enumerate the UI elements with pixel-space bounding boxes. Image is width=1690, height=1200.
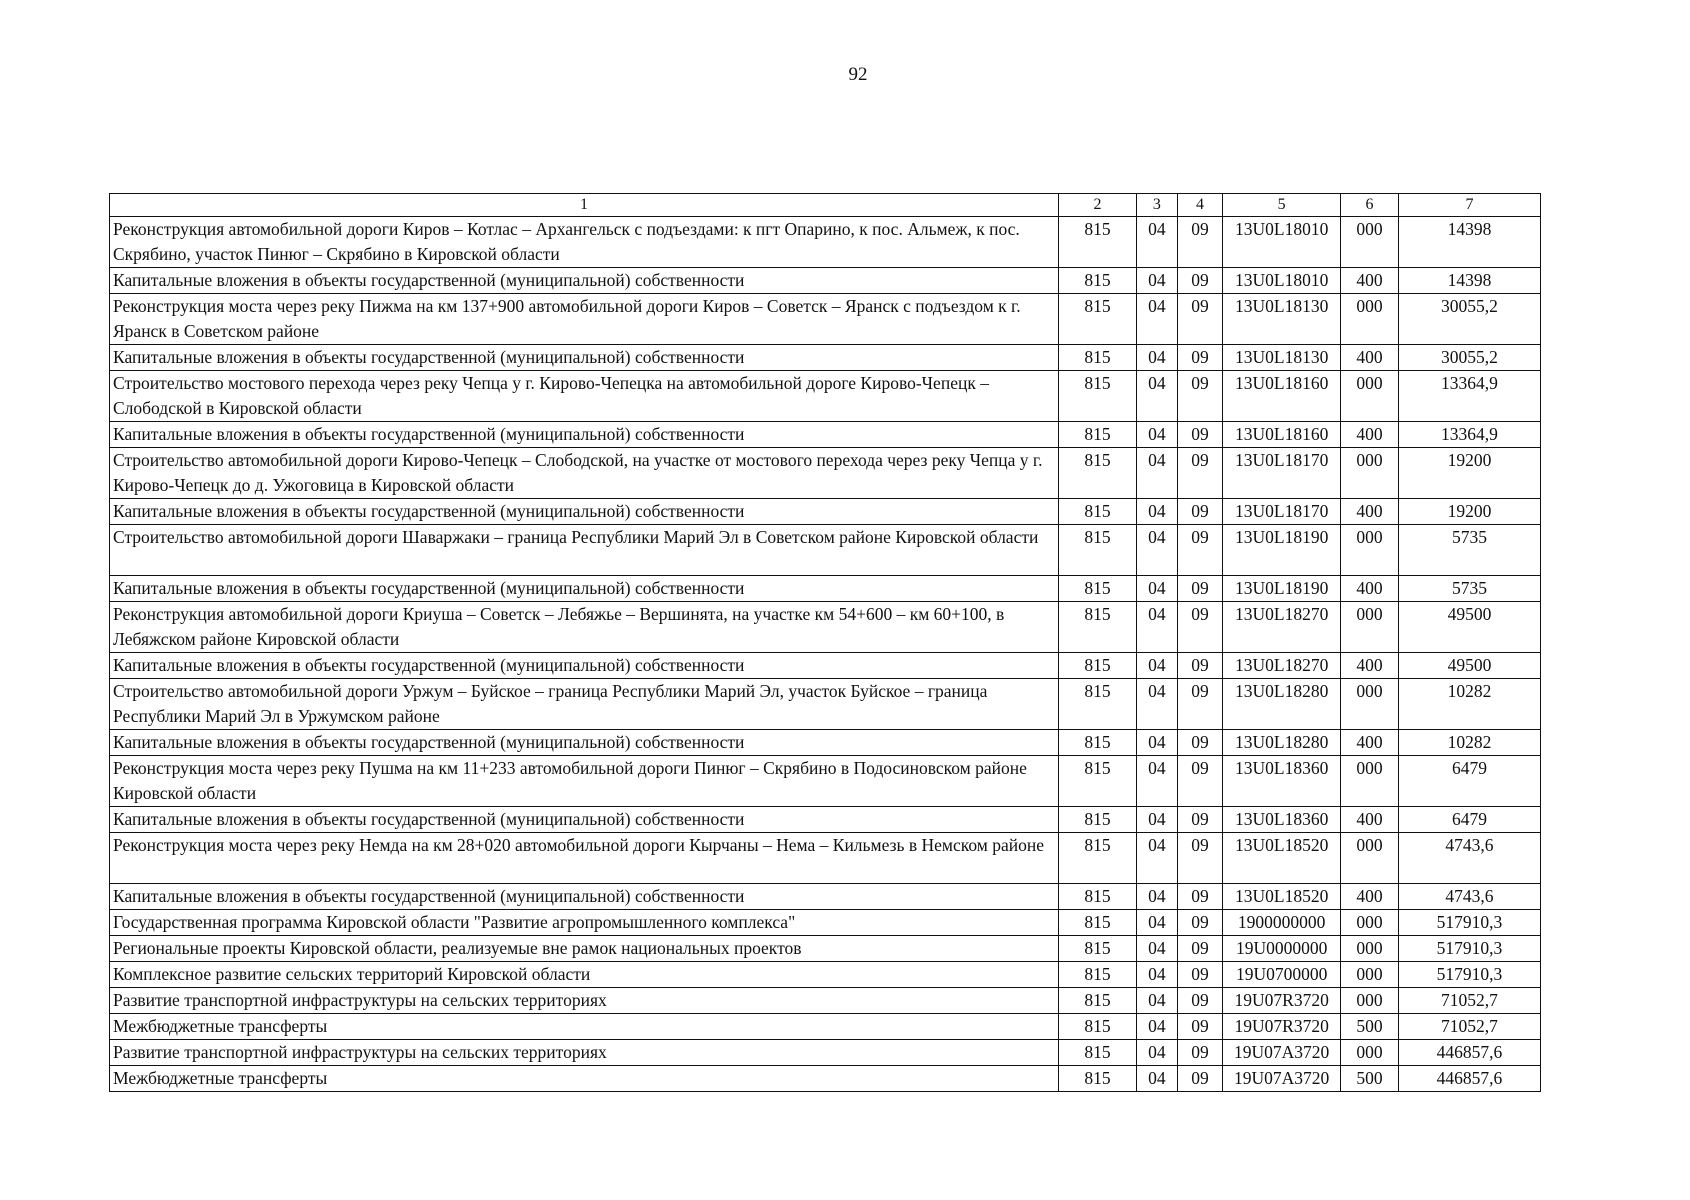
subsection-code-cell: 09 (1177, 884, 1223, 910)
ministry-code-cell: 815 (1058, 1014, 1136, 1040)
row-name-cell: Строительство мостового перехода через реку Чепца у г. Кирово-Чепецка на автомобильной дороге Кирово-Чепецк – Слободской в Кировской области (110, 371, 1059, 422)
row-name-cell: Капитальные вложения в объекты государственной (муниципальной) собственности (110, 268, 1059, 294)
table-header-row (110, 194, 1541, 217)
target-article-cell: 13U0L18170 (1223, 448, 1341, 499)
section-code-cell: 04 (1137, 345, 1178, 371)
ministry-code-cell: 815 (1058, 833, 1136, 884)
amount-cell: 13364,9 (1398, 422, 1540, 448)
row-name-cell: Реконструкция моста через реку Немда на км 28+020 автомобильной дороги Кырчаны – Нема – Кильмезь в Немском районе (110, 833, 1059, 884)
ministry-code-cell: 815 (1058, 807, 1136, 833)
section-code-cell: 04 (1137, 1066, 1178, 1092)
ministry-code-cell: 815 (1058, 936, 1136, 962)
target-article-cell: 19U0700000 (1223, 962, 1341, 988)
table-row (110, 884, 1541, 910)
amount-cell: 10282 (1398, 730, 1540, 756)
expense-type-cell: 400 (1341, 345, 1399, 371)
section-code-cell: 04 (1137, 268, 1178, 294)
row-name-cell: Капитальные вложения в объекты государственной (муниципальной) собственности (110, 422, 1059, 448)
table-row (110, 910, 1541, 936)
table-row (110, 576, 1541, 602)
ministry-code-cell: 815 (1058, 679, 1136, 730)
target-article-cell: 13U0L18280 (1223, 679, 1341, 730)
table-row (110, 807, 1541, 833)
amount-cell: 30055,2 (1398, 294, 1540, 345)
ministry-code-cell: 815 (1058, 345, 1136, 371)
subsection-code-cell: 09 (1177, 679, 1223, 730)
ministry-code-cell: 815 (1058, 217, 1136, 268)
table-row (110, 679, 1541, 730)
table-row (110, 499, 1541, 525)
amount-cell: 71052,7 (1398, 1014, 1540, 1040)
section-code-cell: 04 (1137, 217, 1178, 268)
subsection-code-cell: 09 (1177, 962, 1223, 988)
amount-cell: 6479 (1398, 807, 1540, 833)
table-row (110, 833, 1541, 884)
section-code-cell: 04 (1137, 910, 1178, 936)
amount-cell: 10282 (1398, 679, 1540, 730)
table-row (110, 602, 1541, 653)
amount-cell: 446857,6 (1398, 1040, 1540, 1066)
ministry-code-cell: 815 (1058, 525, 1136, 576)
amount-cell: 13364,9 (1398, 371, 1540, 422)
table-row (110, 525, 1541, 576)
row-name-cell: Капитальные вложения в объекты государственной (муниципальной) собственности (110, 730, 1059, 756)
row-name-cell: Капитальные вложения в объекты государственной (муниципальной) собственности (110, 807, 1059, 833)
section-code-cell: 04 (1137, 448, 1178, 499)
target-article-cell: 19U07R3720 (1223, 1014, 1341, 1040)
amount-cell: 517910,3 (1398, 936, 1540, 962)
target-article-cell: 13U0L18270 (1223, 653, 1341, 679)
amount-cell: 4743,6 (1398, 884, 1540, 910)
ministry-code-cell: 815 (1058, 602, 1136, 653)
row-name-cell: Реконструкция автомобильной дороги Киров – Котлас – Архангельск с подъездами: к пгт Опарино, к пос. Альмеж, к пос. Скрябино, участок Пинюг – Скрябино в Кировской области (110, 217, 1059, 268)
section-code-cell: 04 (1137, 936, 1178, 962)
column-header: 3 (1137, 194, 1178, 217)
column-header: 7 (1398, 194, 1540, 217)
table-row (110, 345, 1541, 371)
expense-type-cell: 500 (1341, 1066, 1399, 1092)
ministry-code-cell: 815 (1058, 884, 1136, 910)
section-code-cell: 04 (1137, 576, 1178, 602)
column-header: 2 (1058, 194, 1136, 217)
amount-cell: 517910,3 (1398, 962, 1540, 988)
expense-type-cell: 400 (1341, 576, 1399, 602)
amount-cell: 4743,6 (1398, 833, 1540, 884)
ministry-code-cell: 815 (1058, 294, 1136, 345)
target-article-cell: 13U0L18130 (1223, 345, 1341, 371)
ministry-code-cell: 815 (1058, 756, 1136, 807)
amount-cell: 14398 (1398, 217, 1540, 268)
expense-type-cell: 000 (1341, 962, 1399, 988)
table-row (110, 268, 1541, 294)
expense-type-cell: 400 (1341, 422, 1399, 448)
table-row (110, 448, 1541, 499)
ministry-code-cell: 815 (1058, 1066, 1136, 1092)
expense-type-cell: 000 (1341, 294, 1399, 345)
page-number: 92 (848, 64, 868, 85)
amount-cell: 517910,3 (1398, 910, 1540, 936)
expense-type-cell: 400 (1341, 268, 1399, 294)
subsection-code-cell: 09 (1177, 268, 1223, 294)
expense-type-cell: 000 (1341, 1040, 1399, 1066)
budget-table (109, 193, 1541, 1092)
section-code-cell: 04 (1137, 1014, 1178, 1040)
amount-cell: 5735 (1398, 576, 1540, 602)
subsection-code-cell: 09 (1177, 1040, 1223, 1066)
section-code-cell: 04 (1137, 602, 1178, 653)
expense-type-cell: 000 (1341, 448, 1399, 499)
row-name-cell: Капитальные вложения в объекты государственной (муниципальной) собственности (110, 884, 1059, 910)
subsection-code-cell: 09 (1177, 371, 1223, 422)
section-code-cell: 04 (1137, 730, 1178, 756)
table-row (110, 217, 1541, 268)
table-row (110, 1014, 1541, 1040)
expense-type-cell: 400 (1341, 653, 1399, 679)
expense-type-cell: 000 (1341, 936, 1399, 962)
subsection-code-cell: 09 (1177, 294, 1223, 345)
table-row (110, 988, 1541, 1014)
amount-cell: 6479 (1398, 756, 1540, 807)
subsection-code-cell: 09 (1177, 1014, 1223, 1040)
expense-type-cell: 000 (1341, 217, 1399, 268)
expense-type-cell: 000 (1341, 679, 1399, 730)
subsection-code-cell: 09 (1177, 756, 1223, 807)
row-name-cell: Межбюджетные трансферты (110, 1066, 1059, 1092)
subsection-code-cell: 09 (1177, 653, 1223, 679)
row-name-cell: Капитальные вложения в объекты государственной (муниципальной) собственности (110, 499, 1059, 525)
target-article-cell: 13U0L18360 (1223, 807, 1341, 833)
section-code-cell: 04 (1137, 679, 1178, 730)
subsection-code-cell: 09 (1177, 448, 1223, 499)
subsection-code-cell: 09 (1177, 730, 1223, 756)
expense-type-cell: 400 (1341, 807, 1399, 833)
subsection-code-cell: 09 (1177, 936, 1223, 962)
target-article-cell: 19U0000000 (1223, 936, 1341, 962)
expense-type-cell: 000 (1341, 371, 1399, 422)
subsection-code-cell: 09 (1177, 988, 1223, 1014)
ministry-code-cell: 815 (1058, 499, 1136, 525)
section-code-cell: 04 (1137, 525, 1178, 576)
subsection-code-cell: 09 (1177, 910, 1223, 936)
row-name-cell: Межбюджетные трансферты (110, 1014, 1059, 1040)
expense-type-cell: 400 (1341, 499, 1399, 525)
section-code-cell: 04 (1137, 833, 1178, 884)
target-article-cell: 19U07R3720 (1223, 988, 1341, 1014)
subsection-code-cell: 09 (1177, 602, 1223, 653)
row-name-cell: Строительство автомобильной дороги Шаваржаки – граница Республики Марий Эл в Советском районе Кировской области (110, 525, 1059, 576)
row-name-cell: Реконструкция моста через реку Пушма на км 11+233 автомобильной дороги Пинюг – Скрябино в Подосиновском районе Кировской области (110, 756, 1059, 807)
amount-cell: 5735 (1398, 525, 1540, 576)
section-code-cell: 04 (1137, 371, 1178, 422)
row-name-cell: Комплексное развитие сельских территорий Кировской области (110, 962, 1059, 988)
target-article-cell: 13U0L18520 (1223, 833, 1341, 884)
row-name-cell: Строительство автомобильной дороги Уржум – Буйское – граница Республики Марий Эл, участок Буйское – граница Республики Марий Эл в Уржумском районе (110, 679, 1059, 730)
table-row (110, 730, 1541, 756)
target-article-cell: 19U07A3720 (1223, 1040, 1341, 1066)
section-code-cell: 04 (1137, 1040, 1178, 1066)
subsection-code-cell: 09 (1177, 499, 1223, 525)
ministry-code-cell: 815 (1058, 910, 1136, 936)
subsection-code-cell: 09 (1177, 345, 1223, 371)
ministry-code-cell: 815 (1058, 1040, 1136, 1066)
section-code-cell: 04 (1137, 294, 1178, 345)
section-code-cell: 04 (1137, 653, 1178, 679)
ministry-code-cell: 815 (1058, 448, 1136, 499)
column-header: 5 (1223, 194, 1341, 217)
amount-cell: 14398 (1398, 268, 1540, 294)
row-name-cell: Развитие транспортной инфраструктуры на сельских территориях (110, 1040, 1059, 1066)
table-row (110, 422, 1541, 448)
target-article-cell: 13U0L18280 (1223, 730, 1341, 756)
row-name-cell: Капитальные вложения в объекты государственной (муниципальной) собственности (110, 653, 1059, 679)
table-row (110, 294, 1541, 345)
subsection-code-cell: 09 (1177, 576, 1223, 602)
target-article-cell: 13U0L18270 (1223, 602, 1341, 653)
expense-type-cell: 400 (1341, 730, 1399, 756)
ministry-code-cell: 815 (1058, 576, 1136, 602)
expense-type-cell: 000 (1341, 756, 1399, 807)
ministry-code-cell: 815 (1058, 653, 1136, 679)
target-article-cell: 13U0L18190 (1223, 576, 1341, 602)
ministry-code-cell: 815 (1058, 371, 1136, 422)
amount-cell: 19200 (1398, 499, 1540, 525)
target-article-cell: 1900000000 (1223, 910, 1341, 936)
table-row (110, 1040, 1541, 1066)
ministry-code-cell: 815 (1058, 422, 1136, 448)
row-name-cell: Региональные проекты Кировской области, реализуемые вне рамок национальных проектов (110, 936, 1059, 962)
target-article-cell: 19U07A3720 (1223, 1066, 1341, 1092)
amount-cell: 71052,7 (1398, 988, 1540, 1014)
expense-type-cell: 000 (1341, 525, 1399, 576)
table-row (110, 371, 1541, 422)
amount-cell: 30055,2 (1398, 345, 1540, 371)
expense-type-cell: 000 (1341, 602, 1399, 653)
target-article-cell: 13U0L18130 (1223, 294, 1341, 345)
section-code-cell: 04 (1137, 884, 1178, 910)
table-row (110, 936, 1541, 962)
ministry-code-cell: 815 (1058, 730, 1136, 756)
table-body (110, 217, 1541, 1092)
table-row (110, 1066, 1541, 1092)
row-name-cell: Капитальные вложения в объекты государственной (муниципальной) собственности (110, 576, 1059, 602)
row-name-cell: Развитие транспортной инфраструктуры на сельских территориях (110, 988, 1059, 1014)
row-name-cell: Государственная программа Кировской области "Развитие агропромышленного комплекса" (110, 910, 1059, 936)
expense-type-cell: 000 (1341, 910, 1399, 936)
subsection-code-cell: 09 (1177, 1066, 1223, 1092)
ministry-code-cell: 815 (1058, 962, 1136, 988)
subsection-code-cell: 09 (1177, 807, 1223, 833)
target-article-cell: 13U0L18190 (1223, 525, 1341, 576)
table-row (110, 653, 1541, 679)
amount-cell: 49500 (1398, 602, 1540, 653)
table-row (110, 962, 1541, 988)
amount-cell: 446857,6 (1398, 1066, 1540, 1092)
target-article-cell: 13U0L18160 (1223, 371, 1341, 422)
section-code-cell: 04 (1137, 756, 1178, 807)
expense-type-cell: 000 (1341, 833, 1399, 884)
section-code-cell: 04 (1137, 962, 1178, 988)
row-name-cell: Строительство автомобильной дороги Кирово-Чепецк – Слободской, на участке от мостового перехода через реку Чепца у г. Кирово-Чепецк до д. Ужоговица в Кировской области (110, 448, 1059, 499)
expense-type-cell: 000 (1341, 988, 1399, 1014)
target-article-cell: 13U0L18010 (1223, 268, 1341, 294)
column-header: 1 (110, 194, 1059, 217)
subsection-code-cell: 09 (1177, 525, 1223, 576)
section-code-cell: 04 (1137, 988, 1178, 1014)
section-code-cell: 04 (1137, 422, 1178, 448)
expense-type-cell: 400 (1341, 884, 1399, 910)
target-article-cell: 13U0L18010 (1223, 217, 1341, 268)
table-row (110, 756, 1541, 807)
amount-cell: 19200 (1398, 448, 1540, 499)
ministry-code-cell: 815 (1058, 268, 1136, 294)
row-name-cell: Реконструкция автомобильной дороги Криуша – Советск – Лебяжье – Вершинята, на участке км 54+600 – км 60+100, в Лебяжском районе Кировской области (110, 602, 1059, 653)
row-name-cell: Капитальные вложения в объекты государственной (муниципальной) собственности (110, 345, 1059, 371)
subsection-code-cell: 09 (1177, 217, 1223, 268)
target-article-cell: 13U0L18360 (1223, 756, 1341, 807)
row-name-cell: Реконструкция моста через реку Пижма на км 137+900 автомобильной дороги Киров – Советск – Яранск с подъездом к г. Яранск в Советском районе (110, 294, 1059, 345)
target-article-cell: 13U0L18170 (1223, 499, 1341, 525)
column-header: 4 (1177, 194, 1223, 217)
column-header: 6 (1341, 194, 1399, 217)
amount-cell: 49500 (1398, 653, 1540, 679)
target-article-cell: 13U0L18520 (1223, 884, 1341, 910)
subsection-code-cell: 09 (1177, 833, 1223, 884)
subsection-code-cell: 09 (1177, 422, 1223, 448)
section-code-cell: 04 (1137, 499, 1178, 525)
expense-type-cell: 500 (1341, 1014, 1399, 1040)
section-code-cell: 04 (1137, 807, 1178, 833)
ministry-code-cell: 815 (1058, 988, 1136, 1014)
target-article-cell: 13U0L18160 (1223, 422, 1341, 448)
